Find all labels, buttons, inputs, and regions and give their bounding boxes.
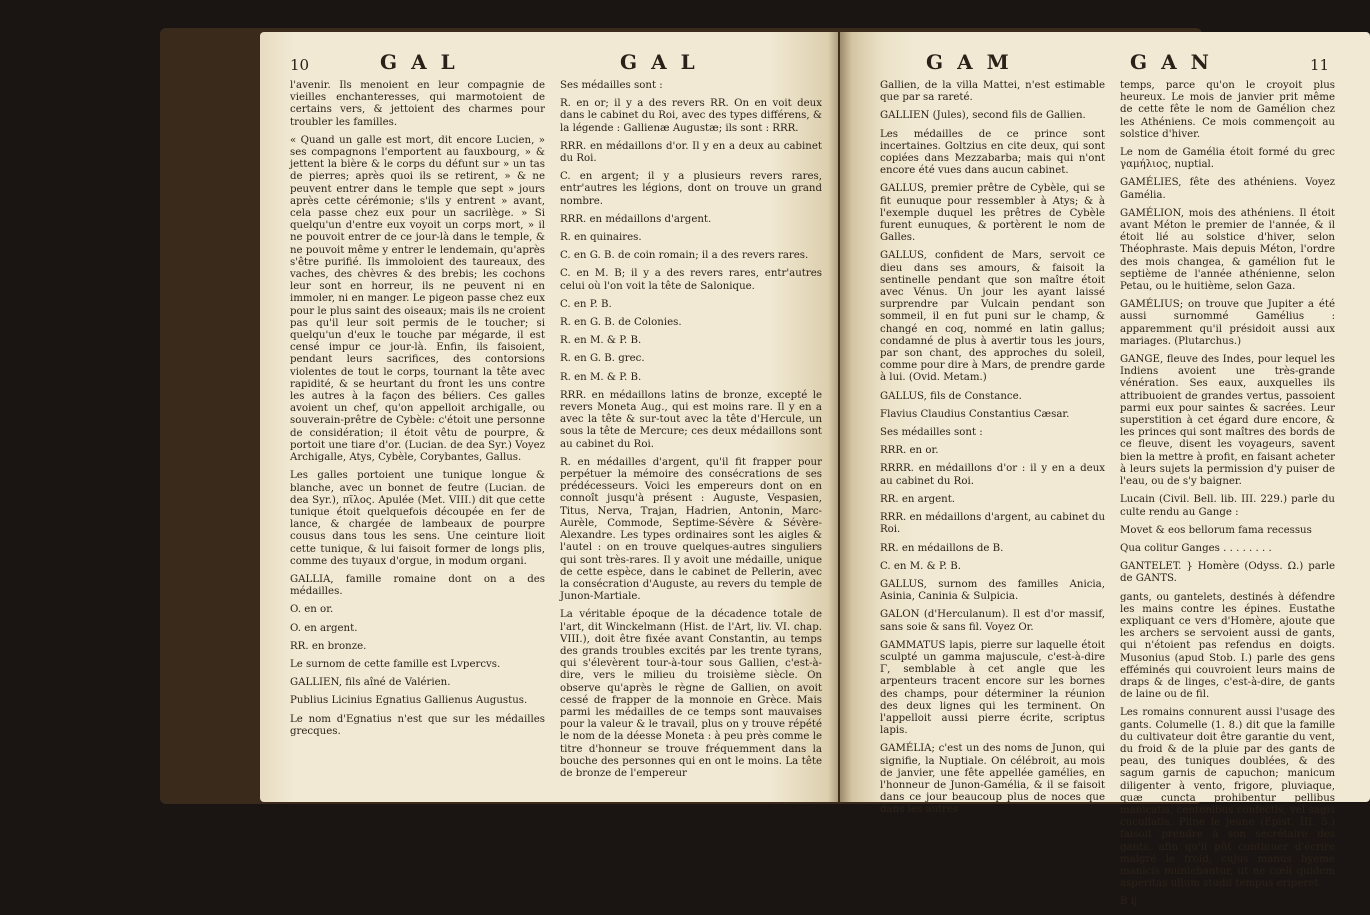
paragraph: GALLUS, premier prêtre de Cybèle, qui se fit eunuque pour ressembler à Atys; & à l'exemple duquel les prêtres de Cybèle furent eunuques, & portèrent le nom de Galles.: [880, 183, 1105, 244]
book-gutter: [828, 32, 852, 802]
paragraph: R. en M. & P. B.: [560, 371, 642, 383]
paragraph: RR. en bronze.: [290, 640, 367, 652]
paragraph: C. en argent; il y a plusieurs revers rares, entr'autres les légions, dont on trouve un grand nombre.: [560, 171, 822, 207]
paragraph: R. en or; il y a des revers RR. On en voit deux dans le cabinet du Roi, avec des types différens, & la légende : Gallienæ Augustæ; ils sont : RRR.: [560, 98, 822, 134]
running-head: GAN: [1130, 50, 1223, 74]
paragraph: GAMÉLION, mois des athéniens. Il étoit avant Méton le premier de l'année, & il étoit lié au solstice d'hiver, selon Théophraste. Mais depuis Méton, l'ordre des mois changea, & gamélion fut le septième de l'année athénienne, selon Petau, ou le huitième, selon Gaza.: [1120, 207, 1335, 293]
paragraph: Le nom de Gamélia étoit formé du grec γαμήλιος, nuptial.: [1120, 147, 1335, 171]
paragraph: RRR. en médaillons latins de bronze, excepté le revers Moneta Aug., qui est moins rare. Il y en a avec la tête & sur-tout avec la tête d'Hercule, un sous la tête de Mercure; ces deux médaillons sont au cabinet du Roi.: [560, 389, 822, 450]
paragraph: GAMMATUS lapis, pierre sur laquelle étoit sculpté un gamma majuscule, c'est-à-dire Γ, semblable à cet angle que les arpenteurs tracent encore sur les bornes des champs, pour déterminer la réunion des deux lignes qui les terminent. On l'appelloit aussi pierre écrite, scriptus lapis.: [880, 639, 1105, 737]
paragraph: RRR. en médaillons d'argent, au cabinet du Roi.: [880, 512, 1105, 536]
paragraph: GALLUS, fils de Constance.: [880, 390, 1022, 402]
paragraph: Flavius Claudius Constantius Cæsar.: [880, 408, 1070, 420]
paragraph: R. en G. B. grec.: [560, 353, 645, 365]
paragraph: O. en argent.: [290, 622, 358, 634]
paragraph: Les galles portoient une tunique longue & blanche, avec un bonnet de feutre (Lucian. de dea Syr.), πῖλος. Apulée (Met. VIII.) dit que cette tunique étoit quelquefois découpée en fer de lance, & chargée de lambeaux de pourpre cousus dans tous les sens. Une ceinture lioit cette tunique, & lui faisoit former de longs plis, comme des tuyaux d'orgue, in modum organi.: [290, 470, 545, 567]
paragraph: l'avenir. Ils menoient en leur compagnie de vieilles enchanteresses, qui marmotoient de certains vers, & jettoient des charmes pour troubler les familles.: [290, 80, 545, 128]
page-number: 11: [1310, 56, 1330, 74]
paragraph: Ses médailles sont :: [880, 427, 983, 439]
page-number: 10: [290, 56, 310, 74]
paragraph: Les romains connurent aussi l'usage des gants. Columelle (1. 8.) dit que la famille du cultivateur doit être garantie du vent, du froid & de la pluie par des gants de peau, des tuniques doublées, & des sagum garnis de capuchon; manicum diligenter à vento, frigore, pluviaque, quæ cuncta prohibentur pellibus manicatis, centonibus confectis, vel sagis cucullatis. Pline le jeune (Epist. III. 5.) faisoit prendre à son secrétaire des gants, afin qu'il pût continuer d'écrire malgré le froid, cujus manus hyeme manicis muniebantur, ut ne cœli quidem asperitas ullum studii tempus eriperet.: [1120, 707, 1335, 890]
running-head: GAL: [380, 50, 469, 74]
paragraph: Qua colitur Ganges . . . . . . . .: [1120, 542, 1272, 554]
paragraph: RRR. en médaillons d'argent.: [560, 213, 712, 225]
text-column: [880, 80, 1105, 823]
paragraph: GAMÉLIA; c'est un des noms de Junon, qui signifie, la Nuptiale. On célébroit, au mois de janvier, une fête appellée gamélies, en l'honneur de Junon-Gamélia, & il se faisoit dans ce jour beaucoup plus de noces que dans les autres: [880, 743, 1105, 816]
text-column: [560, 80, 822, 786]
paragraph: RRRR. en médaillons d'or : il y en a deux au cabinet du Roi.: [880, 463, 1105, 487]
paragraph: RRR. en médaillons d'or. Il y en a deux au cabinet du Roi.: [560, 140, 822, 165]
paragraph: Movet & eos bellorum fama recessus: [1120, 524, 1312, 536]
paragraph: B ij: [1120, 896, 1138, 908]
paragraph: GALLIA, famille romaine dont on a des médailles.: [290, 573, 545, 598]
paragraph: gants, ou gantelets, destinés à défendre les mains contre les épines. Eustathe expliquant ce vers d'Homère, ajoute que les archers se servoient aussi de gants, qui n'étoient pas refendus en doigts. Musonius (apud Stob. I.) parle des gens efféminés qui couvroient leurs mains de draps & de linges, c'est-à-dire, de gants de laine ou de fil.: [1120, 591, 1335, 701]
paragraph: GALLIEN (Jules), second fils de Gallien.: [880, 110, 1086, 122]
paragraph: C. en M. B; il y a des revers rares, entr'autres celui où l'on voit la tête de Salonique.: [560, 268, 822, 292]
paragraph: R. en médailles d'argent, qu'il fit frapper pour perpétuer la mémoire des consécrations de ses prédécesseurs. Voici les empereurs dont on en connoît jusqu'à présent : Auguste, Vespasien, Titus, Nerva, Trajan, Hadrien, Antonin, Marc-Aurèle, Commode, Septime-Sévère & Sévère-Alexandre. Les types ordinaires sont les aigles & l'autel : on en trouve quelques-autres singuliers qui sont très-rares. Il y avoit une médaille, unique de cette espèce, dans le cabinet de Pellerin, avec la consécration d'Auguste, au revers du temple de Junon-Martiale.: [560, 456, 822, 603]
paragraph: RR. en argent.: [880, 493, 956, 505]
paragraph: La véritable époque de la décadence totale de l'art, dit Winckelmann (Hist. de l'Art, liv. VI. chap. VIII.), doit être fixée avant Constantin, au temps des grands troubles excités par les trente tyrans, qui s'élevèrent tour-à-tour sous Gallien, c'est-à-dire, vers le milieu du troisième siècle. On observe qu'après le règne de Gallien, on avoit cessé de frapper de la monnoie en Grèce. Mais parmi les médailles de ce temps sont mauvaises pour la valeur & le travail, plus on y trouve répété le nom de la déesse Moneta : à peu près comme le titre d'honneur se trouve fréquemment dans la bouche des personnes qui en ont le moins. La tête de bronze de l'empereur: [560, 609, 822, 779]
paragraph: R. en M. & P. B.: [560, 335, 642, 347]
paragraph: R. en quinaires.: [560, 232, 642, 244]
paragraph: RR. en médaillons de B.: [880, 542, 1004, 554]
paragraph: Ses médailles sont :: [560, 80, 663, 91]
paragraph: GALLUS, surnom des familles Anicia, Asinia, Caninia & Sulpicia.: [880, 578, 1105, 603]
paragraph: RRR. en or.: [880, 445, 939, 457]
paragraph: C. en M. & P. B.: [880, 560, 961, 572]
paragraph: GANGE, fleuve des Indes, pour lequel les Indiens avoient une très-grande vénération. Ses eaux, auxquelles ils attribuoient de grandes vertus, passoient parmi eux pour saintes & sacrées. Leur superstition à cet égard dure encore, & les princes qui sont maîtres des bords de ce fleuve, disent les voyageurs, savent bien la mettre à profit, en faisant acheter à leurs sujets la permission d'y puiser de l'eau, ou de s'y baigner.: [1120, 354, 1335, 488]
paragraph: GAMÉLIUS; on trouve que Jupiter a été aussi surnommé Gamélius : apparemment qu'il présidoit aussi aux mariages. (Plutarchus.): [1120, 299, 1335, 347]
paragraph: Le nom d'Egnatius n'est que sur les médailles grecques.: [290, 713, 545, 737]
paragraph: GAMÉLIES, fête des athéniens. Voyez Gamélia.: [1120, 177, 1335, 201]
paragraph: GANTELET. } Homère (Odyss. Ω.) parle de GANTS.: [1120, 561, 1335, 585]
paragraph: temps, parce qu'on le croyoit plus heureux. Le mois de janvier prit même de cette fête le nom de Gamélion chez les Athéniens. Ce mois commençoit au solstice d'hiver.: [1120, 80, 1335, 140]
left-page: [260, 32, 838, 802]
running-head: GAM: [926, 50, 1023, 74]
paragraph: Le surnom de cette famille est Lvpercvs.: [290, 658, 501, 670]
paragraph: Les médailles de ce prince sont incertaines. Goltzius en cite deux, qui sont copiées dans Mezzabarba; mais qui n'ont encore été vues dans aucun cabinet.: [880, 128, 1105, 177]
paragraph: GALLUS, confident de Mars, servoit ce dieu dans ses amours, & faisoit la sentinelle pendant que son maître étoit avec Vénus. Un jour les ayant laissé surprendre par Vulcain pendant son sommeil, il en fut puni sur le champ, & changé en coq, nommé en latin gallus; condamné de plus à avertir tous les jours, par son chant, des approches du soleil, comme pour dire à Mars, de prendre garde à lui. (Ovid. Metam.): [880, 250, 1105, 384]
paragraph: Lucain (Civil. Bell. lib. III. 229.) parle du culte rendu au Gange :: [1120, 494, 1335, 518]
paragraph: C. en G. B. de coin romain; il a des revers rares.: [560, 250, 809, 262]
paragraph: « Quand un galle est mort, dit encore Lucien, » ses compagnons l'emportent au fauxbourg, » & jettent la bière & le corps du défunt sur » un tas de pierres; après quoi ils se retirent, » & ne peuvent entrer dans le temple que sept » jours après cette cérémonie; s'ils y entrent » avant, cela passe chez eux pour un sacrilège. » Si quelqu'un d'entre eux voyoit un corps mort, » il ne pouvoit entrer de ce jour-là dans le temple, & ne pouvoit même y entrer le lendemain, qu'après s'être purifié. Ils immoloient des taureaux, des vaches, des chèvres & des brebis; les cochons leur sont en horreur, ils ne peuvent ni en immoler, ni en manger. Le pigeon passe chez eux pour le plus saint des oiseaux; mais ils ne croient pas qu'il leur soit permis de le toucher; si quelqu'un d'eux le touche par mégarde, il est censé impur ce jour-là. Enfin, ils faisoient, pendant leurs sacrifices, des contorsions violentes de tout le corps, tournant la tête avec rapidité, & se heurtant du front les uns contre les autres à la façon des béliers. Ces galles avoient un chef, qu'on appelloit archigalle, ou souverain-prêtre de Cybèle: c'étoit une personne de considération; il étoit vêtu de pourpre, & portoit une tiare d'or. (Lucian. de dea Syr.) Voyez Archigalle, Atys, Cybèle, Corybantes, Gallus.: [290, 134, 545, 464]
text-column: [1120, 80, 1335, 915]
paragraph: R. en G. B. de Colonies.: [560, 317, 682, 329]
paragraph: GALLIEN, fils aîné de Valérien.: [290, 677, 451, 689]
paragraph: C. en P. B.: [560, 298, 612, 310]
right-page: [840, 32, 1370, 908]
paragraph: GALON (d'Herculanum). Il est d'or massif, sans soie & sans fil. Voyez Or.: [880, 609, 1105, 633]
book: [160, 28, 1335, 908]
paragraph: O. en or.: [290, 604, 334, 616]
running-head: GAL: [620, 50, 709, 74]
paragraph: Gallien, de la villa Mattei, n'est estimable que par sa rareté.: [880, 80, 1105, 104]
text-column: [290, 80, 545, 744]
paragraph: Publius Licinius Egnatius Gallienus Augustus.: [290, 695, 528, 707]
